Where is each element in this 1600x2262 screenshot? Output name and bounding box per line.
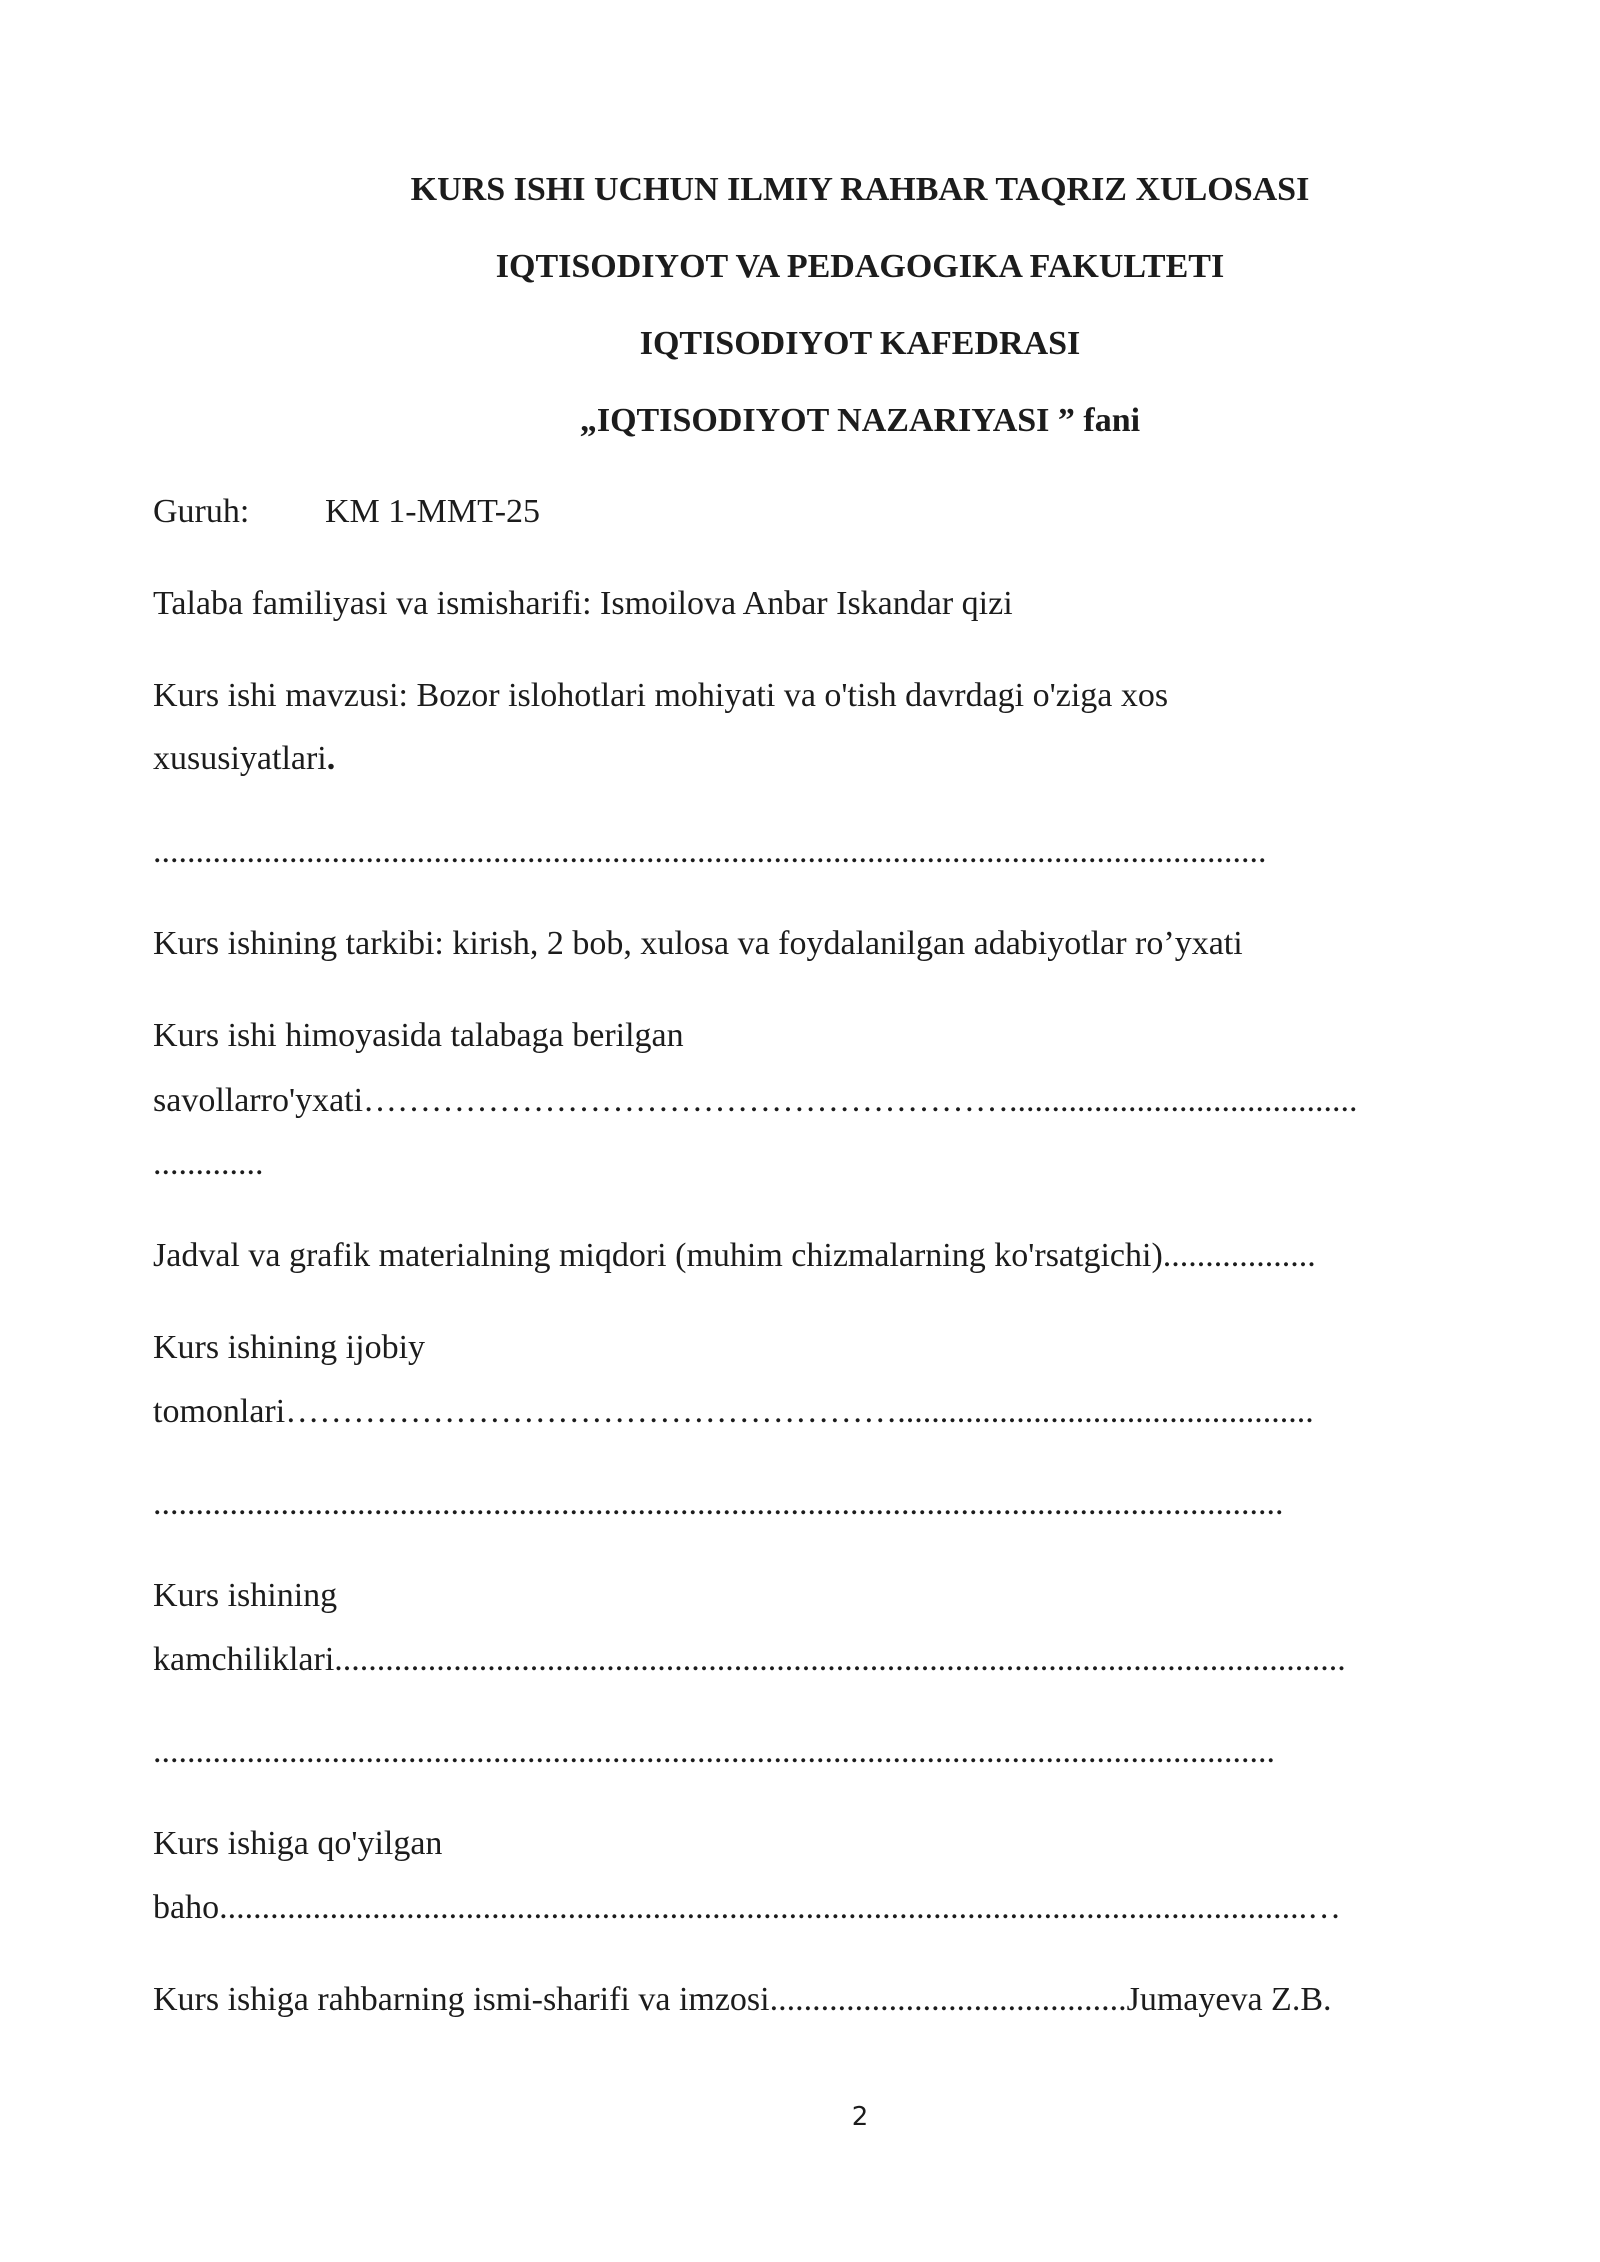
page-number: 2 [851, 2102, 869, 2132]
grade-line-2: baho................................................................................................................................… [153, 1889, 1342, 1926]
topic-line-2 [153, 739, 335, 779]
questions-line-2: savollarro'yxati…………………………………………………......................................... [153, 1082, 1358, 1119]
positives-line-1: Kurs ishining ijobiy [153, 1329, 426, 1366]
shortcomings-line-1: Kurs ishining [153, 1577, 338, 1614]
grade-line-1: Kurs ishiga qo'yilgan [153, 1825, 443, 1862]
topic-line-2-text: xususiyatlari [153, 740, 327, 777]
questions-line-3: ............. [153, 1145, 264, 1182]
structure-line: Kurs ishining tarkibi: kirish, 2 bob, xulosa va foydalanilgan adabiyotlar ro’yxati [153, 925, 1243, 962]
topic-line-2-period: . [326, 740, 336, 777]
positives-line-3: ..................................................................................................................................... [153, 1485, 1284, 1522]
dotted-line: ................................................................................................................................... [153, 833, 1267, 870]
shortcomings-line-2: kamchiliklari....................................................................................................................... [153, 1641, 1346, 1678]
supervisor-line: Kurs ishiga rahbarning ismi-sharifi va imzosi..........................................Jumayeva Z.B. [153, 1981, 1332, 2018]
guruh-value: KM 1-MMT-25 [325, 493, 541, 530]
student-name-line: Talaba familiyasi va ismisharifi: Ismoilova Anbar Iskandar qizi [153, 585, 1013, 622]
tables-line: Jadval va grafik materialning miqdori (muhim chizmalarning ko'rsatgichi).................. [153, 1237, 1316, 1274]
topic-line-1: Kurs ishi mavzusi: Bozor islohotlari mohiyati va o'tish davrdagi o'ziga xos [153, 677, 1169, 714]
guruh-label: Guruh: [153, 493, 250, 530]
shortcomings-line-3: .................................................................................................................................... [153, 1733, 1275, 1770]
subject-heading: „IQTISODIYOT NAZARIYASI ” fani [579, 402, 1141, 439]
questions-line-1: Kurs ishi himoyasida talabaga berilgan [153, 1017, 684, 1054]
faculty-heading: IQTISODIYOT VA PEDAGOGIKA FAKULTETI [495, 248, 1225, 285]
positives-line-2: tomonlari………………………………………………................................................. [153, 1393, 1314, 1430]
document-title: KURS ISHI UCHUN ILMIY RAHBAR TAQRIZ XULOSASI [410, 171, 1310, 208]
department-heading: IQTISODIYOT KAFEDRASI [639, 325, 1081, 362]
